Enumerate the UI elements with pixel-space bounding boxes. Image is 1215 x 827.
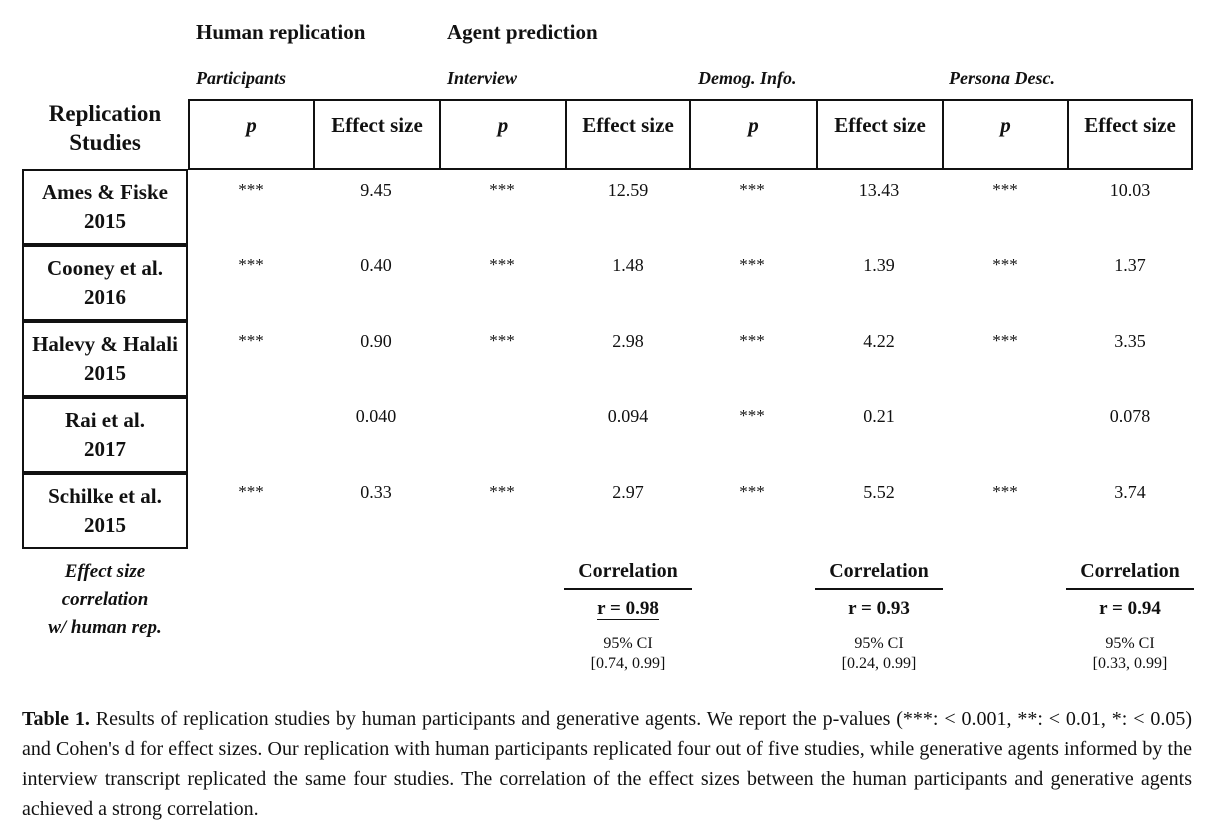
effect-size-cell: 10.03 (1109, 180, 1151, 200)
effect-size-cell: 1.37 (1114, 255, 1146, 275)
effect-size-cell: 3.35 (1114, 331, 1146, 351)
effect-size-cell: 12.59 (607, 180, 649, 200)
group-header-human-replication: Human replication (196, 20, 366, 44)
study-schilke (22, 473, 188, 549)
group-header-agent-prediction: Agent prediction (447, 20, 598, 44)
p-value-cell: *** (739, 255, 765, 274)
caption-label: Table 1. (22, 708, 90, 730)
effect-size-cell: 2.97 (612, 482, 644, 502)
study-year: 2016 (84, 285, 126, 309)
subheader-interview: Interview (447, 68, 517, 88)
correlation-r-demog: r = 0.93 (848, 598, 910, 619)
study-cooney (22, 245, 188, 321)
p-value-cell: *** (489, 255, 515, 274)
effect-size-cell: 2.98 (612, 331, 644, 351)
col-header-effect-size: Effect size (816, 99, 944, 170)
col-header-p: p (439, 99, 567, 170)
caption-text: Results of replication studies by human participants and generative agents. We report the p-values (***: < 0.001, **: < 0.01, *: < 0.05) and Cohen's d for effect sizes. Our replication with human participants replicated four out of five studies, while generative agents informed by the interview transcript replicated the same four studies. The correlation of the effect sizes between the human participants and generative agents achieved a strong correlation. (22, 708, 1193, 820)
ci-range: [0.33, 0.99] (1092, 655, 1168, 672)
col-header-effect-size: Effect size (565, 99, 691, 170)
correlation-row-label (42, 558, 168, 642)
correlation-heading-demog: Correlation (815, 560, 943, 590)
effect-size-cell: 1.48 (612, 255, 644, 275)
correlation-heading-interview: Correlation (564, 560, 692, 590)
p-value-cell: *** (992, 255, 1018, 274)
ci-range: [0.24, 0.99] (841, 655, 917, 672)
effect-size-cell: 9.45 (360, 180, 392, 200)
effect-size-cell: 0.040 (355, 406, 397, 426)
study-name: Ames & Fiske (42, 180, 168, 204)
p-value-cell: *** (992, 482, 1018, 501)
correlation-r-interview (564, 598, 692, 620)
p-value-cell: *** (739, 482, 765, 501)
correlation-label-line: correlation (61, 589, 149, 610)
study-halevy-halali (22, 321, 188, 397)
corner-label-line1: Replication (48, 101, 162, 126)
col-header-p: p (188, 99, 315, 170)
p-value-cell: *** (739, 406, 765, 425)
ci-label: 95% CI (1105, 635, 1155, 652)
study-ames-fiske (22, 169, 188, 245)
p-value-cell: *** (992, 180, 1018, 199)
p-value-cell: *** (238, 482, 264, 501)
correlation-ci-persona (1066, 634, 1194, 674)
effect-size-cell: 5.52 (863, 482, 895, 502)
correlation-label-line: w/ human rep. (48, 617, 162, 638)
effect-size-cell: 0.33 (360, 482, 392, 502)
ci-label: 95% CI (603, 635, 653, 652)
col-header-effect-size: Effect size (1067, 99, 1193, 170)
effect-size-cell: 0.90 (360, 331, 392, 351)
study-name: Cooney et al. (46, 256, 164, 280)
ci-range: [0.74, 0.99] (590, 655, 666, 672)
study-year: 2017 (84, 437, 126, 461)
p-value-cell: *** (739, 180, 765, 199)
col-header-effect-size: Effect size (313, 99, 441, 170)
subheader-persona-desc: Persona Desc. (949, 68, 1055, 88)
effect-size-cell: 13.43 (858, 180, 900, 200)
correlation-r-persona: r = 0.94 (1099, 598, 1161, 619)
correlation-ci-demog (815, 634, 943, 674)
study-year: 2015 (84, 513, 126, 537)
p-value-cell: *** (739, 331, 765, 350)
effect-size-cell: 0.078 (1109, 406, 1151, 426)
study-name: Rai et al. (65, 408, 145, 432)
study-rai (22, 397, 188, 473)
col-header-p: p (689, 99, 818, 170)
subheader-demog-info: Demog. Info. (698, 68, 797, 88)
effect-size-cell: 3.74 (1114, 482, 1146, 502)
study-year: 2015 (84, 361, 126, 385)
effect-size-cell: 0.21 (863, 406, 895, 426)
ci-label: 95% CI (854, 635, 904, 652)
p-value-cell: *** (992, 331, 1018, 350)
corner-label (22, 99, 188, 157)
correlation-r-value: r = 0.98 (597, 598, 659, 619)
study-name: Halevy & Halali (32, 332, 178, 356)
corner-label-line2: Studies (69, 130, 141, 155)
effect-size-cell: 1.39 (863, 255, 895, 275)
p-value-cell: *** (489, 331, 515, 350)
p-value-cell: *** (238, 255, 264, 274)
effect-size-cell: 0.094 (607, 406, 649, 426)
study-year: 2015 (84, 209, 126, 233)
correlation-heading-persona: Correlation (1066, 560, 1194, 590)
effect-size-cell: 4.22 (863, 331, 895, 351)
p-value-cell: *** (238, 180, 264, 199)
correlation-ci-interview (564, 634, 692, 674)
study-name: Schilke et al. (48, 484, 162, 508)
p-value-cell: *** (489, 180, 515, 199)
col-header-p: p (942, 99, 1069, 170)
correlation-label-line: Effect size (64, 561, 146, 582)
p-value-cell: *** (489, 482, 515, 501)
effect-size-cell: 0.40 (360, 255, 392, 275)
p-value-cell: *** (238, 331, 264, 350)
subheader-participants: Participants (196, 68, 287, 88)
table-caption (22, 704, 1192, 824)
